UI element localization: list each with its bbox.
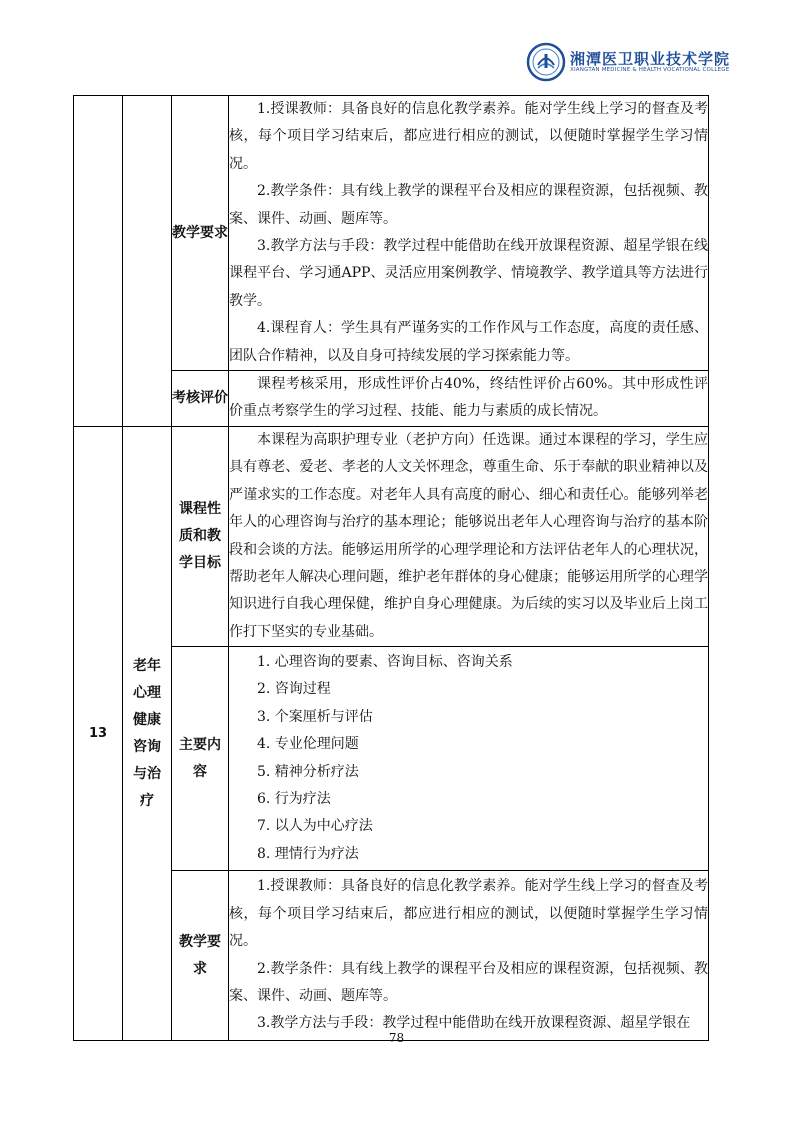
main-content-list [229,647,709,871]
list-item: 3. 个案厘析与评估 [257,708,373,725]
paragraph: 2.教学条件：具有线上教学的课程平台及相应的课程资源，包括视频、教案、课件、动画、题库等。 [229,960,708,1005]
prev-teaching-req-label: 教学要求 [172,96,229,371]
prev-number-cell [74,96,123,427]
paragraph: 2.教学条件：具有线上教学的课程平台及相应的课程资源，包括视频、教案、课件、动画、题库等。 [229,183,708,227]
course-nature-label: 课程性质和教学目标 [172,426,229,646]
school-name-english: XIANGTAN MEDICINE & HEALTH VOCATIONAL COLLEGE [570,67,730,73]
prev-teaching-req-content [229,96,709,371]
paragraph: 1.授课教师：具备良好的信息化教学素养。能对学生线上学习的督查及考核，每个项目学习结束后，都应进行相应的测试，以便随时掌握学生学习情况。 [229,878,708,950]
list-item: 4. 专业伦理问题 [257,736,359,753]
course-table [73,95,709,1041]
paragraph: 课程考核采用，形成性评价占40%，终结性评价占60%。其中形成性评价重点考察学生的学习过程、技能、能力与素质的成长情况。 [229,376,708,420]
list-item: 8. 理情行为疗法 [257,845,359,862]
course-name: 老年心理健康咨询与治疗 [123,426,172,1040]
main-content-label: 主要内容 [172,647,229,871]
paragraph: 4.课程育人：学生具有严谨务实的工作作风与工作态度，高度的责任感、团队合作精神，以及自身可持续发展的学习探索能力等。 [229,320,708,364]
school-name: 湘潭医卫职业技术学院 [570,50,731,68]
paragraph: 本课程为高职护理专业（老护方向）任选课。通过本课程的学习，学生应具有尊老、爱老、孝老的人文关怀理念，尊重生命、乐于奉献的职业精神以及严谨求实的工作态度。对老年人具有高度的耐心、细心和责任心。能够列举老年人的心理咨询与治疗的基本理论；能够说出老年人心理咨询与治疗的基本阶段和会谈的方法。能够运用所学的心理学理论和方法评估老年人的心理状况，帮助老年人解决心理问题，维护老年群体的身心健康；能够运用所学的心理学知识进行自我心理保健，维护自身心理健康。为后续的实习以及毕业后上岗工作打下坚实的专业基础。 [229,431,708,640]
list-item: 6. 行为疗法 [257,791,331,808]
prev-course-cell [123,96,172,427]
table-row [74,96,709,371]
list-item: 1. 心理咨询的要素、咨询目标、咨询关系 [257,654,513,670]
school-logo [526,42,731,82]
teaching-req-label: 教学要求 [172,871,229,1041]
paragraph: 3.教学方法与手段：教学过程中能借助在线开放课程资源、超星学银在 [257,1015,691,1032]
course-number: 13 [74,426,123,1040]
table-row [74,426,709,646]
teaching-req-content [229,871,709,1041]
paragraph: 3.教学方法与手段：教学过程中能借助在线开放课程资源、超星学银在线课程平台、学习通APP、灵活应用案例教学、情境教学、教学道具等方法进行教学。 [229,238,708,309]
list-item: 2. 咨询过程 [257,681,331,698]
page-number: 78 [388,1031,405,1045]
assessment-content [229,371,709,427]
school-emblem-icon [526,42,566,82]
list-item: 7. 以人为中心疗法 [257,818,373,835]
course-nature-content [229,426,709,646]
list-item: 5. 精神分析疗法 [257,763,359,780]
paragraph: 1.授课教师：具备良好的信息化教学素养。能对学生线上学习的督查及考核，每个项目学习结束后，都应进行相应的测试，以便随时掌握学生学习情况。 [229,101,708,172]
assessment-label: 考核评价 [172,371,229,427]
